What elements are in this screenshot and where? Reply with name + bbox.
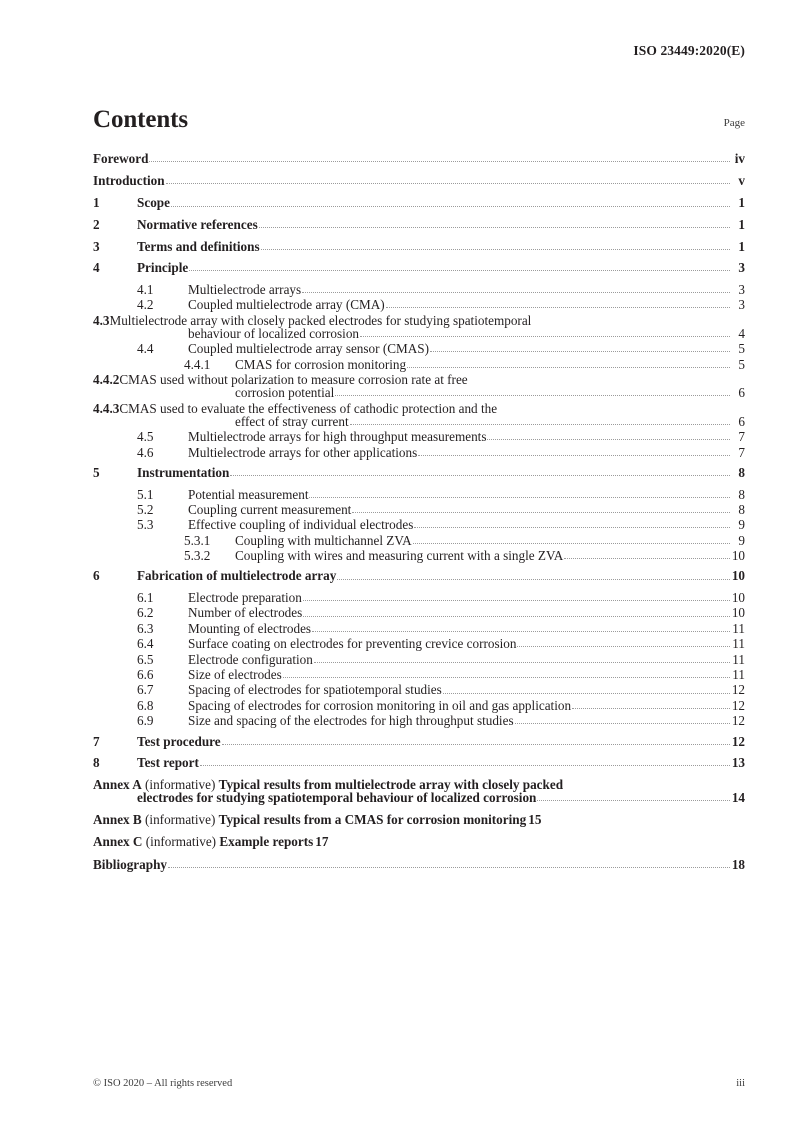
toc-entry[interactable] xyxy=(93,261,745,274)
toc-entry-label: Terms and definitions xyxy=(137,238,260,254)
dot-leader xyxy=(360,336,730,337)
dot-leader xyxy=(352,512,730,513)
toc-entry-number: 4 xyxy=(93,260,100,276)
toc-entry[interactable] xyxy=(93,622,745,635)
toc-page-number: 10 xyxy=(731,605,745,621)
document-reference-header: ISO 23449:2020(E) xyxy=(633,43,745,58)
dot-leader xyxy=(283,677,730,678)
dot-leader xyxy=(407,367,730,368)
toc-entry[interactable] xyxy=(93,518,745,531)
toc-page-number: 3 xyxy=(738,260,745,276)
toc-entry-label: CMAS used to evaluate the effectiveness of cathodic protection and the xyxy=(119,400,498,416)
toc-entry[interactable] xyxy=(93,534,745,547)
toc-page-number: 3 xyxy=(738,281,745,297)
dot-leader xyxy=(564,558,730,559)
toc-entry-label: Coupled multielectrode array sensor (CMAS) xyxy=(188,341,429,357)
dot-leader xyxy=(230,475,730,476)
toc-page-number: 10 xyxy=(731,568,745,584)
toc-entry-number: 4.6 xyxy=(137,444,154,460)
toc-entry-number: 8 xyxy=(93,755,100,771)
toc-entry-number: 6.8 xyxy=(137,697,154,713)
toc-page-number: 6 xyxy=(738,385,745,401)
toc-entry[interactable] xyxy=(93,503,745,516)
annex-number: Annex C xyxy=(93,834,143,850)
toc-entry-label: Coupling current measurement xyxy=(188,501,352,517)
dot-leader xyxy=(189,270,730,271)
toc-page-number: 12 xyxy=(731,682,745,698)
toc-entry[interactable] xyxy=(93,358,745,371)
toc-entry[interactable] xyxy=(93,402,745,428)
toc-entry[interactable] xyxy=(93,298,745,311)
toc-entry[interactable] xyxy=(93,606,745,619)
toc-page-number: 1 xyxy=(738,195,745,211)
toc-entry-label: Multielectrode arrays for high throughput measurements xyxy=(188,429,487,445)
toc-page-number: 5 xyxy=(738,356,745,372)
dot-leader xyxy=(386,307,730,308)
toc-entry[interactable] xyxy=(93,430,745,443)
contents-header xyxy=(93,107,745,132)
toc-entry-number: 4.3 xyxy=(93,312,110,328)
annex-title: Typical results from multielectrode array with closely packed xyxy=(218,776,564,792)
toc-page-number: 3 xyxy=(738,297,745,313)
toc-entry-number: 5.3 xyxy=(137,517,154,533)
toc-entry-label-continued: electrodes for studying spatiotemporal behaviour of localized corrosion xyxy=(137,789,537,805)
toc-entry-number: 6.7 xyxy=(137,682,154,698)
toc-page-number: 1 xyxy=(738,238,745,254)
toc-page-number: v xyxy=(738,173,745,189)
toc-entry-number: 5.3.1 xyxy=(184,532,211,548)
page-footer xyxy=(93,1078,745,1089)
toc-entry[interactable] xyxy=(93,152,745,165)
toc-entry-number: 7 xyxy=(93,733,100,749)
toc-entry-label: Introduction xyxy=(93,173,165,189)
toc-entry-number: 2 xyxy=(93,217,100,232)
toc-page-number: 1 xyxy=(738,217,745,232)
toc-entry-number: 6.1 xyxy=(137,590,154,606)
toc-entry-number: 4.4.2 xyxy=(93,371,120,387)
toc-page-number: 18 xyxy=(731,856,745,872)
toc-entry-number: 5.2 xyxy=(137,501,154,517)
toc-entry[interactable] xyxy=(93,835,745,848)
toc-entry[interactable] xyxy=(93,488,745,501)
toc-entry-label xyxy=(93,812,526,827)
toc-entry-label-continued: effect of stray current xyxy=(235,413,349,429)
toc-entry-label: Number of electrodes xyxy=(188,605,303,621)
dot-leader xyxy=(314,662,730,663)
toc-entry-label: Size of electrodes xyxy=(188,667,282,682)
toc-entry[interactable] xyxy=(93,858,745,871)
toc-entry[interactable] xyxy=(93,240,745,253)
toc-page-number: 12 xyxy=(731,733,745,749)
toc-page-number: 9 xyxy=(738,517,745,533)
dot-leader xyxy=(312,631,730,632)
toc-entry[interactable] xyxy=(93,714,745,727)
toc-entry-label: Multielectrode arrays for other applications xyxy=(188,444,418,460)
annex-kind: (informative) xyxy=(141,812,219,828)
toc-page-number: 11 xyxy=(732,620,745,636)
toc-entry[interactable] xyxy=(93,314,745,340)
toc-entry[interactable] xyxy=(93,283,745,296)
annex-title: Typical results from a CMAS for corrosion monitoring xyxy=(218,812,527,828)
toc-page-number: 8 xyxy=(738,464,745,480)
toc-entry[interactable] xyxy=(93,446,745,459)
toc-entry-label: Surface coating on electrodes for preventing crevice corrosion xyxy=(188,636,517,652)
dot-leader xyxy=(413,543,730,544)
toc-entry-label: Coupling with multichannel ZVA xyxy=(235,532,412,548)
toc-page-number: 17 xyxy=(315,834,329,850)
toc-entry-number: 5 xyxy=(93,464,100,480)
toc-entry-label: CMAS used without polarization to measure corrosion rate at free xyxy=(119,371,468,387)
toc-entry-label: Potential measurement xyxy=(188,486,309,502)
dot-leader xyxy=(222,744,730,745)
toc-entry[interactable] xyxy=(93,466,745,479)
toc-entry-label: Test report xyxy=(137,755,199,771)
toc-entry-number: 4.4.3 xyxy=(93,400,120,416)
toc-entry-label: Multielectrode array with closely packed electrodes for studying spatiotemporal xyxy=(109,312,532,328)
page-column-label: Page xyxy=(723,117,745,129)
toc-page-number: 14 xyxy=(731,789,745,805)
annex-number: Annex A xyxy=(93,776,142,792)
dot-leader xyxy=(418,455,730,456)
toc-entry-number: 6.9 xyxy=(137,713,154,729)
toc-entry-label: Normative references xyxy=(137,217,258,232)
toc-entry[interactable] xyxy=(93,813,745,826)
table-of-contents xyxy=(93,152,745,880)
dot-leader xyxy=(303,600,730,601)
dot-leader xyxy=(414,527,730,528)
dot-leader xyxy=(309,497,730,498)
toc-entry-label xyxy=(93,834,313,849)
toc-page-number: 11 xyxy=(732,667,745,682)
dot-leader xyxy=(303,616,730,617)
dot-leader xyxy=(572,708,730,709)
toc-entry-number: 4.4.1 xyxy=(184,356,211,372)
toc-entry[interactable] xyxy=(93,342,745,355)
dot-leader xyxy=(350,424,730,425)
toc-entry[interactable] xyxy=(93,218,745,231)
dot-leader xyxy=(515,723,730,724)
toc-entry-number: 1 xyxy=(93,195,100,211)
toc-entry-label: Instrumentation xyxy=(137,464,230,480)
toc-entry[interactable] xyxy=(93,591,745,604)
toc-entry-label: Spacing of electrodes for spatiotemporal studies xyxy=(188,682,442,698)
toc-entry-number: 5.3.2 xyxy=(184,548,211,564)
toc-entry[interactable] xyxy=(93,569,745,582)
toc-entry-label: Electrode preparation xyxy=(188,590,302,606)
annex-number: Annex B xyxy=(93,812,142,828)
dot-leader xyxy=(430,351,730,352)
toc-entry-number: 6 xyxy=(93,568,100,584)
toc-entry-number: 4.5 xyxy=(137,429,154,445)
toc-entry-label: Coupled multielectrode array (CMA) xyxy=(188,297,385,313)
toc-page-number: 10 xyxy=(731,548,745,564)
toc-entry[interactable] xyxy=(93,735,745,748)
toc-entry[interactable] xyxy=(93,196,745,209)
toc-entry[interactable] xyxy=(93,373,745,399)
dot-leader xyxy=(171,206,730,207)
toc-entry[interactable] xyxy=(93,683,745,696)
toc-entry-number: 4.4 xyxy=(137,341,154,357)
toc-entry-label: Spacing of electrodes for corrosion monitoring in oil and gas application xyxy=(188,697,572,713)
toc-entry-number: 6.4 xyxy=(137,636,154,652)
toc-entry[interactable] xyxy=(93,699,745,712)
toc-entry-label: Test procedure xyxy=(137,733,221,749)
dot-leader xyxy=(149,161,730,162)
dot-leader xyxy=(200,765,730,766)
dot-leader xyxy=(302,292,730,293)
toc-entry-label: Coupling with wires and measuring current with a single ZVA xyxy=(235,548,564,564)
toc-page-number: 7 xyxy=(738,429,745,445)
toc-entry-number: 6.6 xyxy=(137,667,154,682)
toc-entry-label: CMAS for corrosion monitoring xyxy=(235,356,407,372)
toc-page-number: 10 xyxy=(731,590,745,606)
toc-page-number: iv xyxy=(734,151,745,166)
toc-entry[interactable] xyxy=(93,778,745,804)
toc-entry-label: Principle xyxy=(137,260,189,276)
toc-page-number: 11 xyxy=(732,651,745,667)
toc-entry-number: 6.5 xyxy=(137,651,154,667)
toc-entry-label xyxy=(93,778,563,791)
dot-leader xyxy=(335,395,730,396)
toc-entry-number: 6.2 xyxy=(137,605,154,621)
toc-page-number: 4 xyxy=(738,325,745,341)
toc-entry-number: 4.2 xyxy=(137,297,154,313)
toc-entry-label: Effective coupling of individual electrodes xyxy=(188,517,414,533)
dot-leader xyxy=(337,579,730,580)
toc-entry-label: Bibliography xyxy=(93,856,168,872)
toc-page-number: 13 xyxy=(731,755,745,771)
dot-leader xyxy=(537,800,730,801)
dot-leader xyxy=(166,183,730,184)
toc-entry-label: Foreword xyxy=(93,151,149,166)
annex-kind: (informative) xyxy=(141,776,219,792)
toc-entry[interactable] xyxy=(93,756,745,769)
toc-page-number: 15 xyxy=(528,812,542,828)
toc-page-number: 9 xyxy=(738,532,745,548)
dot-leader xyxy=(259,227,730,228)
toc-page-number: 5 xyxy=(738,341,745,357)
dot-leader xyxy=(487,439,730,440)
toc-page-number: 7 xyxy=(738,444,745,460)
annex-kind: (informative) xyxy=(142,834,220,850)
toc-entry-label: Fabrication of multielectrode array xyxy=(137,568,337,584)
toc-entry-label-continued: behaviour of localized corrosion xyxy=(188,325,360,341)
toc-entry-label: Size and spacing of the electrodes for high throughput studies xyxy=(188,713,514,729)
toc-page-number: 8 xyxy=(738,501,745,517)
toc-page-number: 11 xyxy=(732,636,745,652)
dot-leader xyxy=(443,693,730,694)
toc-entry[interactable] xyxy=(93,668,745,681)
toc-page-number: 12 xyxy=(731,697,745,713)
dot-leader xyxy=(261,249,730,250)
toc-entry-label: Scope xyxy=(137,195,170,211)
toc-entry-label: Mounting of electrodes xyxy=(188,620,312,636)
footer-page-number: iii xyxy=(736,1078,745,1089)
toc-entry[interactable] xyxy=(93,637,745,650)
toc-entry-label: Electrode configuration xyxy=(188,651,313,667)
toc-entry-number: 3 xyxy=(93,238,100,254)
dot-leader xyxy=(168,867,730,868)
toc-entry[interactable] xyxy=(93,549,745,562)
toc-entry[interactable] xyxy=(93,653,745,666)
toc-entry-number: 5.1 xyxy=(137,486,154,502)
toc-entry-label: Multielectrode arrays xyxy=(188,281,302,297)
toc-entry-number: 6.3 xyxy=(137,620,154,636)
toc-entry-label-continued: corrosion potential xyxy=(235,385,335,401)
copyright-notice: © ISO 2020 – All rights reserved xyxy=(93,1078,233,1089)
toc-entry[interactable] xyxy=(93,174,745,187)
toc-entry-number: 4.1 xyxy=(137,281,154,297)
toc-page-number: 6 xyxy=(738,413,745,429)
page-title: Contents xyxy=(93,106,189,133)
toc-page-number: 12 xyxy=(731,713,745,729)
dot-leader xyxy=(517,646,730,647)
toc-page-number: 8 xyxy=(738,486,745,502)
annex-title: Example reports xyxy=(219,834,314,850)
